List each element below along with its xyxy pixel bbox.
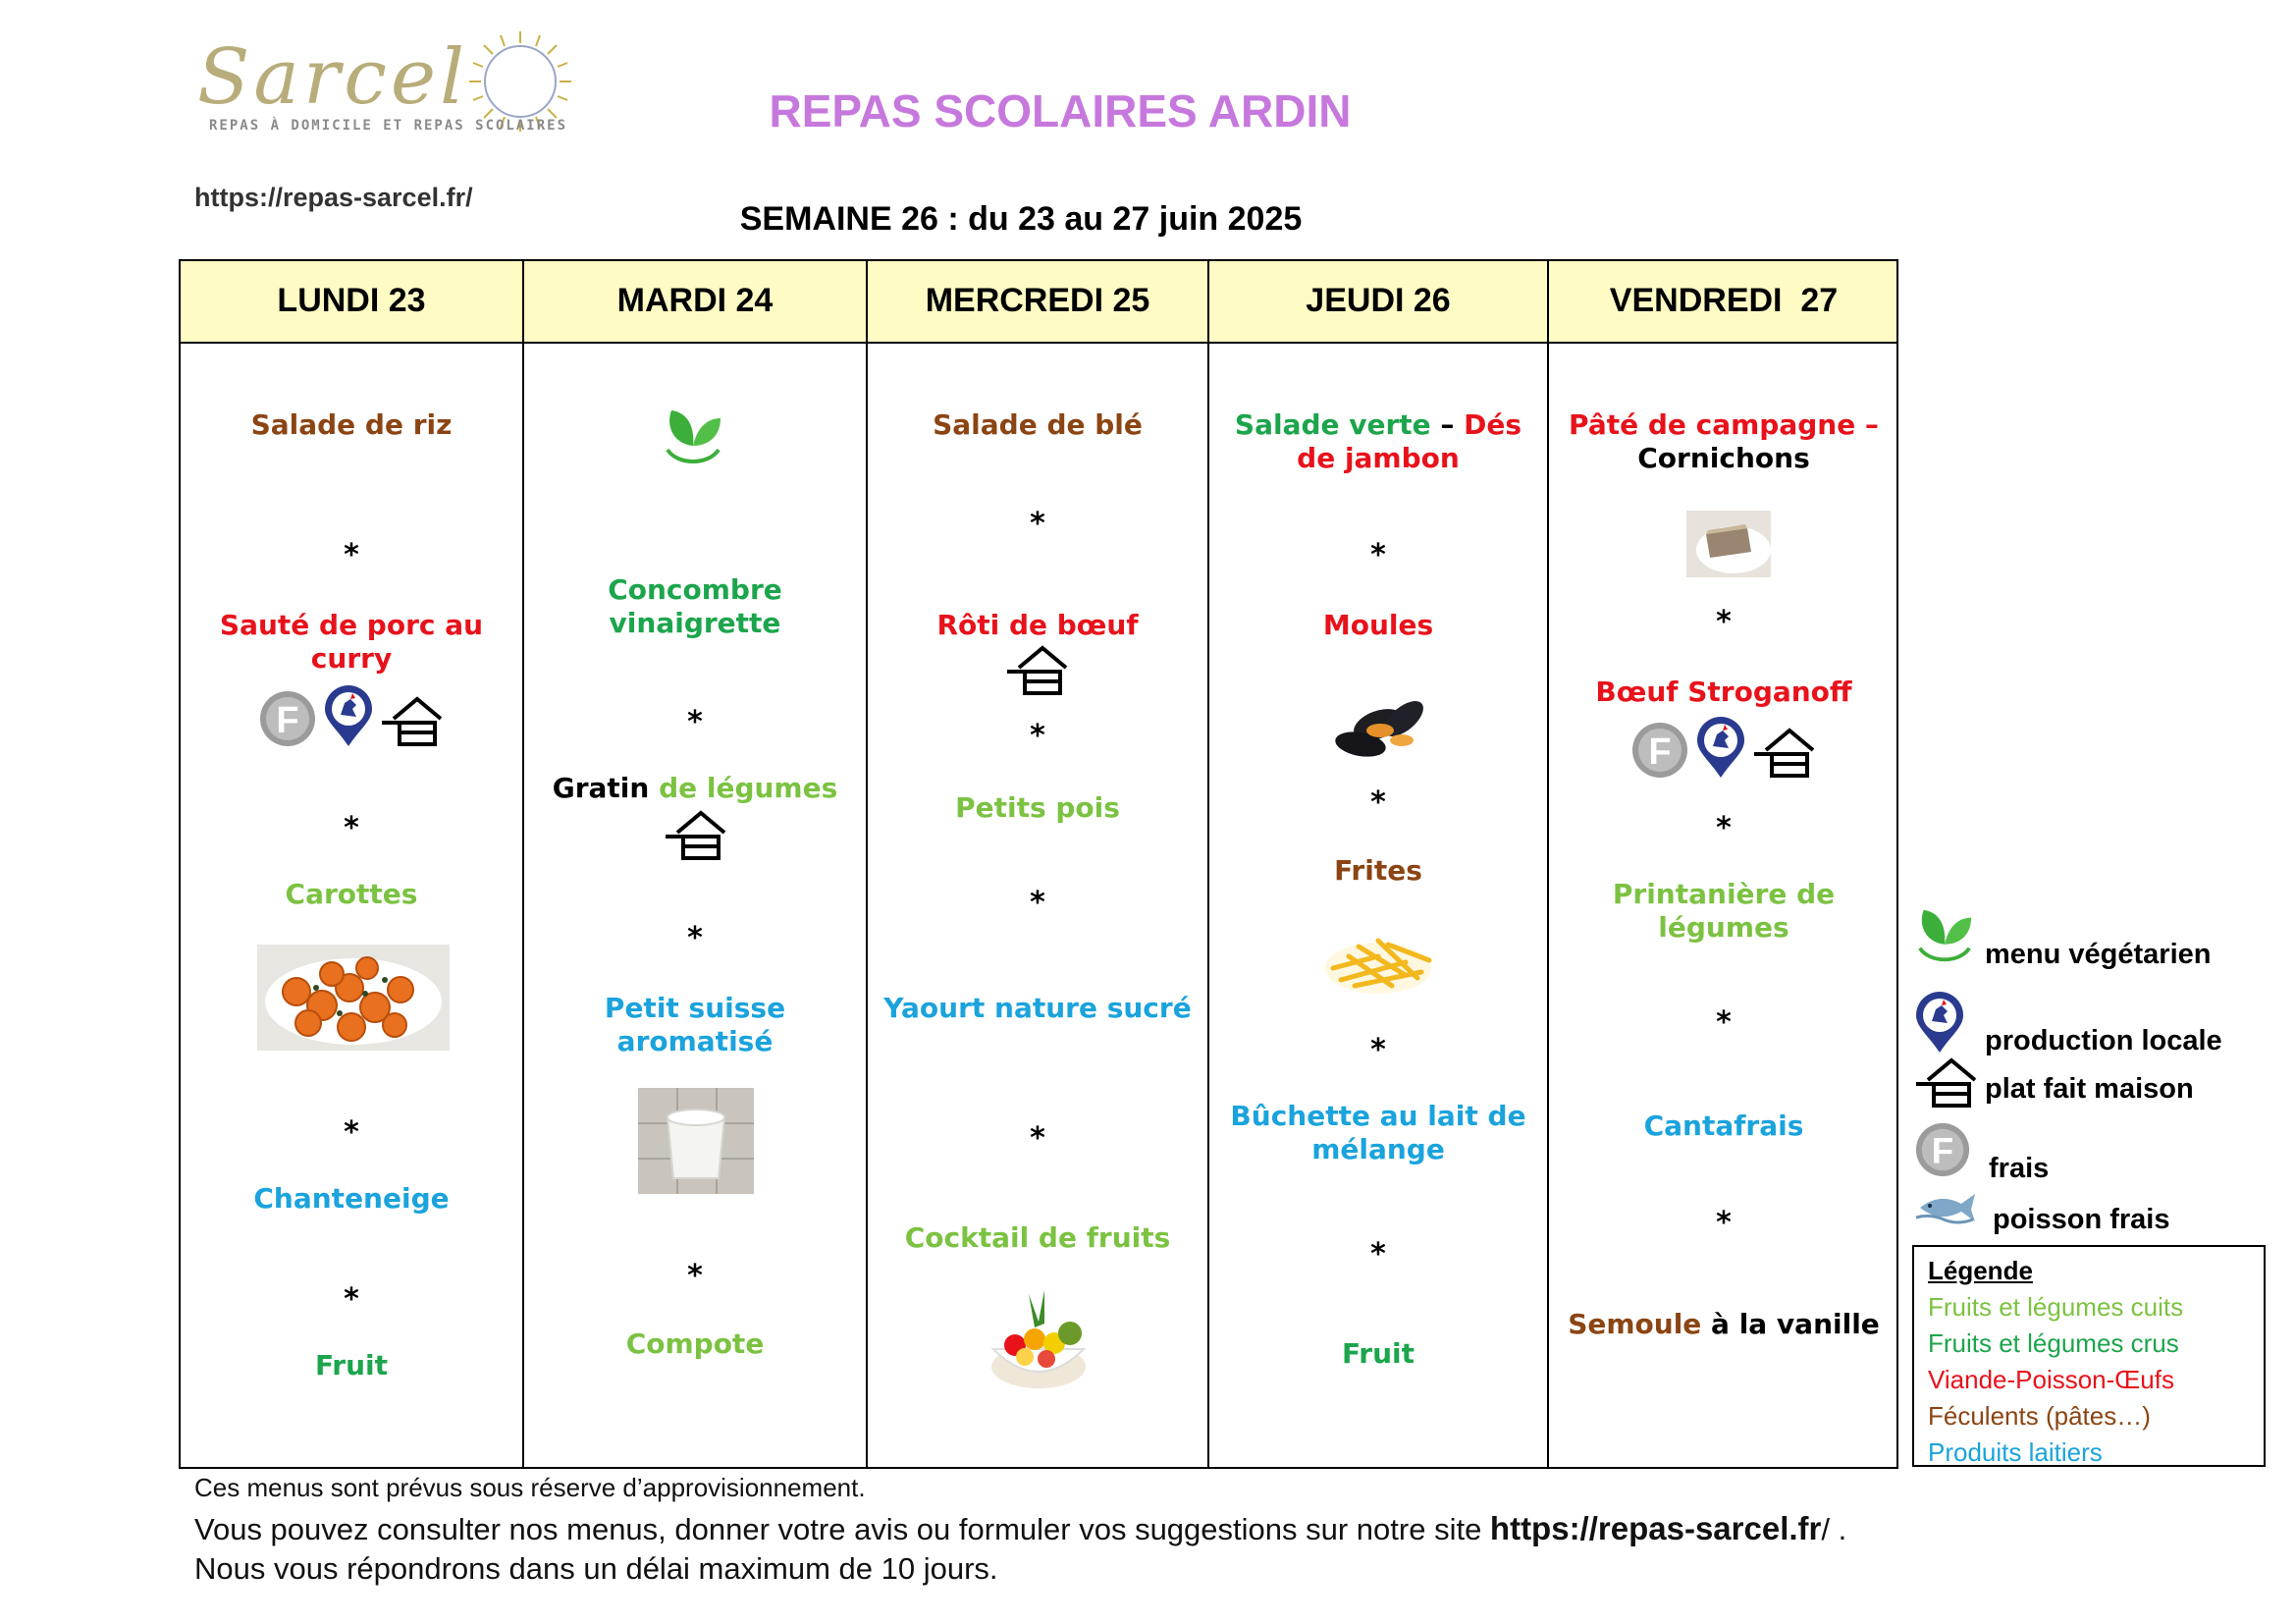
separator-star: *: [1370, 1033, 1386, 1067]
icon-legend-label: menu végétarien: [1985, 939, 2212, 970]
local-production-pin-icon: [1695, 717, 1746, 780]
separator-star: *: [344, 811, 359, 845]
menu-item-laitage-line1: Petit suisse: [604, 992, 786, 1024]
icon-legend-fresh-fish: [1914, 1178, 2170, 1236]
menu-item-entree: [1549, 408, 1898, 475]
separator-star: *: [1030, 886, 1045, 920]
footer-site-line: [194, 1510, 1846, 1547]
fresh-f-icon: [1914, 1121, 1971, 1178]
menu-item-entree: [524, 573, 866, 640]
icon-legend-local: [1914, 988, 2222, 1057]
menu-item-dessert: Fruit: [314, 1349, 389, 1381]
menu-item-laitage: Yaourt nature sucré: [883, 992, 1192, 1024]
menu-item-laitage-line2: aromatisé: [616, 1025, 774, 1057]
legend-item-cooked: Fruits et légumes cuits: [1928, 1292, 2184, 1322]
menu-item-plat: [181, 609, 522, 676]
separator-star: *: [1370, 538, 1386, 572]
day-column-wednesday: [868, 261, 1209, 1467]
menu-item-entree: Salade de blé: [933, 408, 1143, 441]
menu-item-dessert: Compote: [625, 1327, 765, 1360]
pate-photo: [1686, 511, 1771, 577]
day-header: MARDI 24: [616, 281, 774, 319]
menu-item-entree-b: Dés: [1464, 408, 1522, 441]
menu-item-entree-c: de jambon: [1297, 442, 1460, 474]
menu-item-legume: Carottes: [285, 878, 418, 910]
menu-item-plat: Moules: [1322, 609, 1434, 641]
day-column-monday: [181, 261, 524, 1467]
menu-item-dessert: Fruit: [1341, 1337, 1415, 1370]
menu-item-laitage-line1: Bûchette au lait de: [1230, 1100, 1526, 1132]
day-header: JEUDI 26: [1306, 281, 1451, 319]
page-title: REPAS SCOLAIRES ARDIN: [769, 85, 1352, 136]
separator-star: *: [1030, 507, 1045, 541]
menu-item-dessert-a: Semoule: [1568, 1308, 1702, 1340]
fries-photo: [1319, 917, 1439, 1000]
fresh-fish-icon: [1914, 1188, 1979, 1227]
menu-item-legume-line2: légumes: [1658, 911, 1789, 944]
menu-item-entree: Salade de riz: [250, 408, 453, 441]
icon-legend-label: poisson frais: [1993, 1204, 2170, 1235]
svg-text:F: F: [276, 700, 299, 741]
legend-title: Légende: [1928, 1256, 2033, 1285]
icon-legend-label: plat fait maison: [1985, 1072, 2194, 1105]
separator-star: *: [344, 1282, 359, 1317]
footer-site-end: / .: [1821, 1512, 1847, 1546]
logo-wordmark: Sarcel: [197, 33, 469, 122]
icon-legend-label: frais: [1989, 1153, 2050, 1184]
homemade-house-icon: [380, 693, 445, 748]
menu-item-dessert: [1549, 1308, 1898, 1341]
separator-star: *: [344, 1115, 359, 1150]
homemade-house-icon: [1005, 642, 1070, 697]
label-icons: [1549, 717, 1898, 780]
local-production-pin-icon: [1914, 992, 1965, 1055]
footer-site-text: Vous pouvez consulter nos menus, donner votre avis ou formuler vos suggestions sur notre site: [194, 1512, 1490, 1546]
legend-item-starch: Féculents (pâtes…): [1928, 1401, 2151, 1431]
homemade-house-icon: [664, 807, 728, 862]
day-header: LUNDI 23: [277, 281, 426, 319]
separator-star: *: [1716, 605, 1732, 639]
menu-item-laitage: Cantafrais: [1643, 1110, 1804, 1142]
menu-item-legume-line1: Printanière de: [1612, 878, 1836, 910]
menu-item-laitage-line2: mélange: [1311, 1133, 1445, 1165]
footer-disclaimer: Ces menus sont prévus sous réserve d’approvisionnement.: [194, 1473, 866, 1502]
menu-item-entree-line2: vinaigrette: [609, 607, 781, 639]
legend-item-protein: Viande-Poisson-Œufs: [1928, 1365, 2174, 1394]
logo-tagline: REPAS À DOMICILE ET REPAS SCOLAIRES: [209, 118, 568, 134]
color-legend: [1912, 1245, 2266, 1467]
separator-star: *: [1370, 785, 1386, 820]
svg-text:F: F: [1648, 731, 1672, 773]
separator-star: *: [687, 705, 703, 739]
menu-item-legume: [1549, 878, 1898, 945]
separator-star: *: [1716, 811, 1732, 845]
icon-legend-homemade: [1914, 1055, 2194, 1110]
footer-site-link-scheme: https://: [1489, 1510, 1598, 1546]
homemade-house-icon: [1752, 725, 1817, 780]
menu-item-plat: Bœuf Stroganoff: [1595, 676, 1852, 708]
separator-star: *: [344, 538, 359, 572]
menu-item-entree-line1: Concombre: [608, 573, 782, 606]
leaf-icon: [662, 405, 724, 471]
menu-item-laitage: [1209, 1100, 1547, 1166]
separator-star: *: [1030, 1121, 1045, 1156]
petit-suisse-photo: [638, 1088, 754, 1194]
menu-item-plat: [524, 772, 866, 805]
menu-item-entree-sep: –: [1430, 408, 1465, 441]
day-header: VENDREDI 27: [1609, 281, 1839, 319]
week-heading: SEMAINE 26 : du 23 au 27 juin 2025: [739, 200, 1303, 238]
menu-item-plat: Rôti de bœuf: [936, 609, 1139, 641]
leaf-icon: [1914, 904, 1975, 969]
menu-item-laitage: Chanteneige: [253, 1182, 450, 1215]
day-column-tuesday: [524, 261, 868, 1467]
legend-item-raw: Fruits et légumes crus: [1928, 1328, 2179, 1358]
day-column-friday: [1549, 261, 1898, 1467]
separator-star: *: [687, 1259, 703, 1293]
icon-legend-label: production locale: [1985, 1025, 2222, 1056]
separator-star: *: [1716, 1005, 1732, 1040]
separator-star: *: [1030, 719, 1045, 753]
icon-legend-vegetarian: [1914, 901, 2211, 971]
menu-item-legume: Petits pois: [955, 791, 1120, 824]
menu-item-entree: [1209, 408, 1547, 475]
menu-item-entree-a: Salade verte: [1234, 408, 1431, 441]
fruit-cocktail-photo: [986, 1284, 1092, 1394]
weekly-menu-table: [179, 259, 1898, 1469]
menu-item-plat-a: Gratin: [552, 772, 650, 804]
legend-item-dairy: Produits laitiers: [1928, 1437, 2103, 1467]
site-url-link[interactable]: https://repas-sarcel.fr/: [194, 183, 473, 212]
menu-item-laitage: [524, 992, 866, 1058]
menu-item-plat-line1: Sauté de porc au: [219, 609, 484, 641]
day-column-thursday: [1209, 261, 1549, 1467]
menu-item-plat-b: de légumes: [649, 772, 838, 804]
separator-star: *: [687, 921, 703, 955]
menu-item-entree-line1: Pâté de campagne –: [1569, 408, 1879, 441]
day-header: MERCREDI 25: [925, 281, 1150, 319]
fresh-f-icon: [258, 689, 317, 748]
svg-text:F: F: [1931, 1130, 1954, 1171]
carrots-photo: [257, 945, 450, 1051]
icon-legend-fresh: [1914, 1113, 2049, 1185]
label-icons: [181, 685, 522, 748]
mussels-photo: [1321, 672, 1437, 770]
separator-star: *: [1716, 1206, 1732, 1240]
menu-item-dessert: Cocktail de fruits: [904, 1221, 1171, 1254]
menu-item-entree-line2: Cornichons: [1637, 442, 1810, 474]
menu-item-dessert-b: à la vanille: [1701, 1308, 1880, 1340]
menu-item-feculent: Frites: [1334, 854, 1422, 887]
footer-site-link[interactable]: [1490, 1510, 1821, 1546]
menu-item-plat-line2: curry: [310, 642, 393, 675]
footer-site-link-domain: repas-sarcel.fr: [1597, 1510, 1822, 1546]
footer-reply-line: Nous vous répondrons dans un délai maximum de 10 jours.: [194, 1551, 998, 1586]
fresh-f-icon: [1630, 721, 1689, 780]
separator-star: *: [1370, 1237, 1386, 1272]
homemade-house-icon: [1914, 1055, 1979, 1110]
local-production-pin-icon: [323, 685, 374, 748]
